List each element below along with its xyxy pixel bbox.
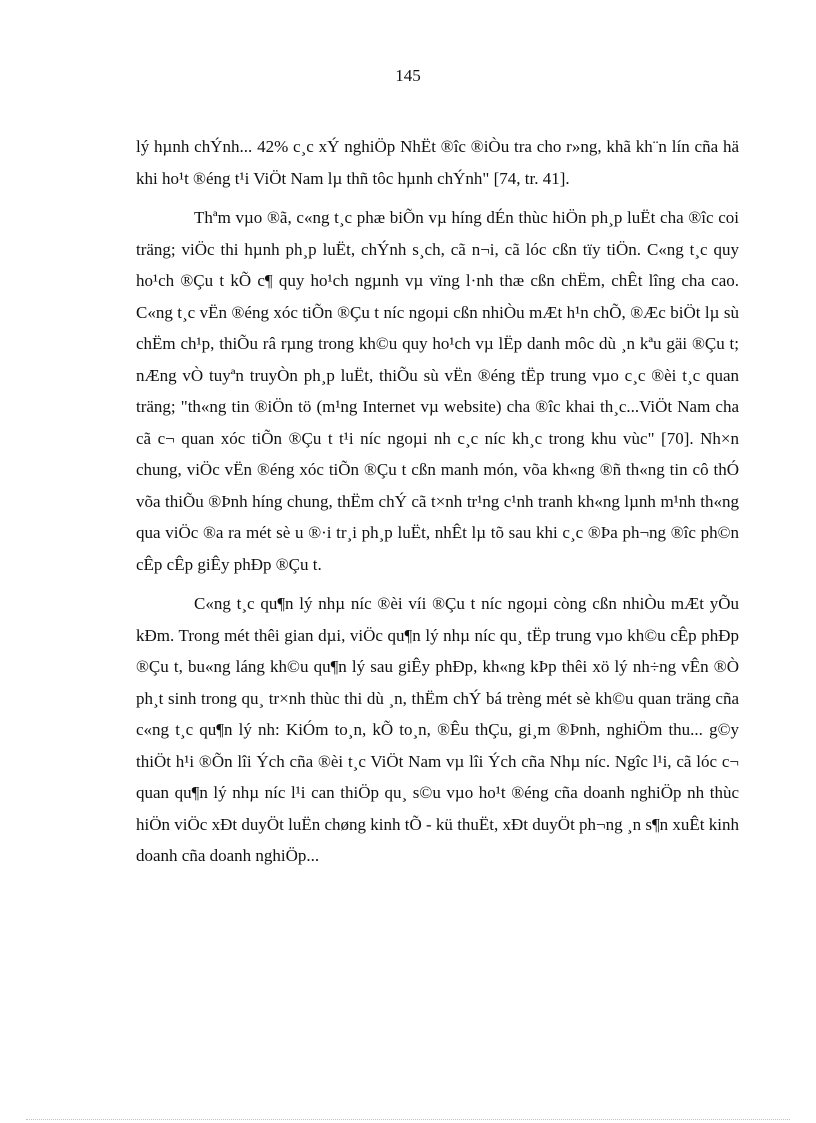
- page-number: 145: [395, 66, 421, 85]
- paragraph-continuation: lý hµnh chÝnh... 42% c¸c xÝ nghiÖp NhËt ®îc ®iÒu tra cho r»ng, khã kh¨n lín cña hä khi ho¹t ®éng t¹i ViÖt Nam lµ thñ tôc hµnh chÝnh" [74, tr. 41].: [136, 137, 739, 188]
- paragraph-management: C«ng t¸c qu¶n lý nhµ níc ®èi víi ®Çu t níc ngoµi còng cßn nhiÒu mÆt yÕu kÐm. Trong mét thêi gian dµi, viÖc qu¶n lý nhµ níc qu¸ tËp trung vµo kh©u cÊp phÐp ®Çu t, bu«ng láng kh©u qu¶n lý sau giÊy phÐp, kh«ng kÞp thêi xö lý nh÷ng vÊn ®Ò ph¸t sinh trong qu¸ tr×nh thùc thi dù ¸n, thËm chÝ bá trèng mét sè kh©u quan träng cña c«ng t¸c qu¶n lý nh: KiÓm to¸n, kÕ to¸n, ®Êu thÇu, gi¸m ®Þnh, nghiÖm thu... g©y thiÖt h¹i ®Õn lîi Ých cña ®èi t¸c ViÖt Nam vµ lîi Ých cña Nhµ níc. Ngîc l¹i, cã lóc c¬ quan qu¶n lý nhµ níc l¹i can thiÖp qu¸ s©u vµo ho¹t ®éng cña doanh nghiÖp nh thùc hiÖn viÖc xÐt duyÖt luËn chøng kinh tÕ - kü thuËt, xÐt duyÖt ph¬ng ¸n s¶n xuÊt kinh doanh cña doanh nghiÖp...: [136, 594, 739, 865]
- paragraph-promotion: Thªm vµo ®ã, c«ng t¸c phæ biÕn vµ híng dÉn thùc hiÖn ph¸p luËt cha ®îc coi träng; viÖc thi hµnh ph¸p luËt, chÝnh s¸ch, cã n¬i, cã lóc cßn tïy tiÖn. C«ng t¸c quy ho¹ch ®Çu t kÕ c¶ quy ho¹ch ngµnh vµ vïng l·nh thæ cßn chËm, chÊt lîng cha cao. C«ng t¸c vËn ®éng xóc tiÕn ®Çu t níc ngoµi cßn nhiÒu mÆt h¹n chÕ, ®Æc biÖt lµ sù chËm ch¹p, thiÕu râ rµng trong kh©u quy ho¹ch vµ lËp danh môc dù ¸n kªu gäi ®Çu t; nÆng vÒ tuyªn truyÒn ph¸p luËt, thiÕu sù vËn ®éng tËp trung vµo c¸c ®èi t¸c quan träng; "th«ng tin ®iÖn tö (m¹ng Internet vµ website) cha ®îc khai th¸c...ViÖt Nam cha cã c¬ quan xóc tiÕn ®Çu t t¹i níc ngoµi nh c¸c níc kh¸c trong khu vùc" [70]. Nh×n chung, viÖc vËn ®éng xóc tiÕn ®Çu t cßn manh món, võa kh«ng ®ñ th«ng tin cô thÓ võa thiÕu ®Þnh híng chung, thËm chÝ cã t×nh tr¹ng c¹nh tranh kh«ng lµnh m¹nh th«ng qua viÖc ®a ra mét sè u ®·i tr¸i ph¸p luËt, nhÊt lµ tõ sau khi c¸c ®Þa ph¬ng ®îc ph©n cÊp cÊp giÊy phÐp ®Çu t.: [136, 208, 739, 574]
- page-bottom-divider: [26, 1119, 790, 1120]
- body-text: [136, 131, 739, 872]
